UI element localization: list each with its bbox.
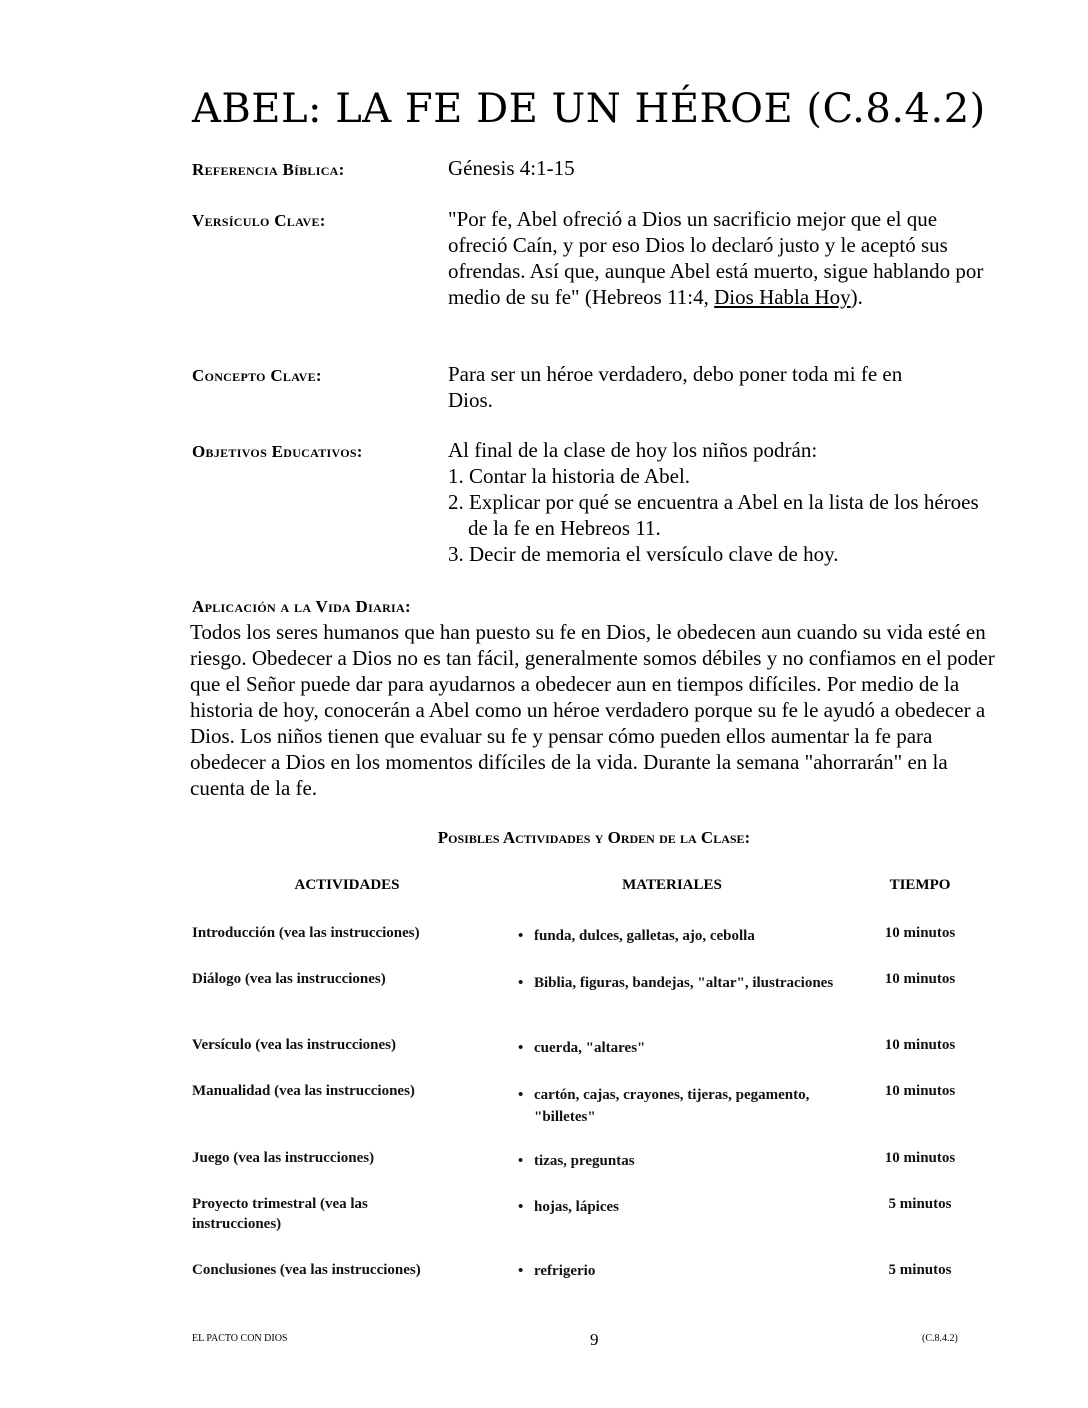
bullet-icon: • — [518, 1153, 524, 1169]
materials-text: cuerda, "altares" — [534, 1040, 646, 1056]
materials-cell — [518, 1150, 834, 1172]
materials-text: hojas, lápices — [534, 1199, 620, 1215]
page-number: 9 — [590, 1330, 599, 1349]
objetivos-intro: Al final de la clase de hoy los niños podrán: — [448, 438, 818, 462]
materials-cell — [518, 1196, 834, 1218]
time-cell: 10 minutos — [884, 971, 956, 987]
materials-text: Biblia, figuras, bandejas, "altar", ilustraciones — [534, 975, 834, 991]
concepto-value: Para ser un héroe verdadero, debo poner toda mi fe en Dios. — [448, 362, 903, 412]
materials-cell — [518, 972, 834, 994]
bullet-icon: • — [518, 1263, 524, 1279]
versiculo-label: Versículo Clave: — [192, 211, 326, 230]
time-cell: 10 minutos — [884, 1083, 956, 1099]
objetivo-item: 1. Contar la historia de Abel. — [448, 464, 691, 488]
activity-cell: Conclusiones (vea las instrucciones) — [192, 1262, 421, 1278]
materials-cell — [518, 1260, 834, 1282]
materials-cell — [518, 1037, 834, 1059]
footer-book-title: EL PACTO CON DIOS — [192, 1333, 288, 1344]
page-title: ABEL: LA FE DE UN HÉROE (C.8.4.2) — [192, 86, 986, 132]
materials-text: funda, dulces, galletas, ajo, cebolla — [534, 928, 755, 944]
bullet-icon: • — [518, 1087, 524, 1103]
objetivo-item: 2. Explicar por qué se encuentra a Abel en la lista de los héroes de la fe en Hebreos 11. — [448, 490, 979, 540]
materials-cell — [518, 925, 834, 947]
referencia-value: Génesis 4:1-15 — [448, 156, 575, 180]
objetivos-list — [448, 463, 988, 567]
activity-cell: Juego (vea las instrucciones) — [192, 1150, 375, 1166]
materials-text: refrigerio — [534, 1263, 596, 1279]
time-cell: 5 minutos — [888, 1262, 952, 1278]
activity-cell: Versículo (vea las instrucciones) — [192, 1037, 397, 1053]
aplicacion-label: Aplicación a la Vida Diaria: — [192, 597, 411, 616]
bullet-icon: • — [518, 1040, 524, 1056]
header-materiales: MATERIALES — [622, 877, 722, 893]
header-actividades: ACTIVIDADES — [294, 877, 400, 893]
activity-cell: Proyecto trimestral (vea las instrucciones) — [192, 1196, 368, 1232]
versiculo-text: "Por fe, Abel ofreció a Dios un sacrificio mejor que el que ofreció Caín, y por eso Dios lo declaró justo y le aceptó sus ofrendas. Así que, aunque Abel está muerto, sigue hablando por medio de su fe" (Hebreos 11:4, — [448, 207, 984, 309]
versiculo-value — [448, 206, 988, 310]
objetivos-label: Objetivos Educativos: — [192, 442, 363, 461]
time-cell: 10 minutos — [884, 1150, 956, 1166]
objetivos-block — [448, 437, 988, 567]
concepto-label: Concepto Clave: — [192, 366, 322, 385]
materials-text: cartón, cajas, crayones, tijeras, pegamento, "billetes" — [534, 1087, 810, 1125]
bullet-icon: • — [518, 928, 524, 944]
bullet-icon: • — [518, 1199, 524, 1215]
activity-cell: Manualidad (vea las instrucciones) — [192, 1083, 415, 1099]
time-cell: 10 minutos — [884, 1037, 956, 1053]
time-cell: 5 minutos — [888, 1196, 952, 1212]
materials-cell — [518, 1084, 834, 1128]
objetivo-item: 3. Decir de memoria el versículo clave de hoy. — [448, 542, 839, 566]
schedule-title: Posibles Actividades y Orden de la Clase: — [437, 828, 751, 847]
time-cell: 10 minutos — [884, 925, 956, 941]
activity-cell: Diálogo (vea las instrucciones) — [192, 971, 386, 987]
aplicacion-text: Todos los seres humanos que han puesto su fe en Dios, le obedecen aun cuando su vida esté en riesgo. Obedecer a Dios no es tan fácil, generalmente somos débiles y no confiamos en el poder que el Señor puede dar para ayudarnos a obedecer aun en tiempos difíciles. Por medio de la historia de hoy, conocerán a Abel como un héroe verdadero porque su fe le ayudó a obedecer a Dios. Los niños tienen que evaluar su fe y pensar cómo pueden ellos aumentar la fe para obedecer a Dios en los momentos difíciles de la vida. Durante la semana "ahorrarán" en la cuenta de la fe. — [190, 620, 995, 800]
version-link: Dios Habla Hoy — [714, 285, 851, 309]
footer-lesson-code: (C.8.4.2) — [922, 1333, 958, 1344]
activity-cell: Introducción (vea las instrucciones) — [192, 925, 420, 941]
bullet-icon: • — [518, 975, 524, 991]
versiculo-end: ). — [850, 285, 863, 309]
materials-text: tizas, preguntas — [534, 1153, 635, 1169]
referencia-label: Referencia Bíblica: — [192, 160, 345, 179]
header-tiempo: TIEMPO — [889, 877, 951, 893]
